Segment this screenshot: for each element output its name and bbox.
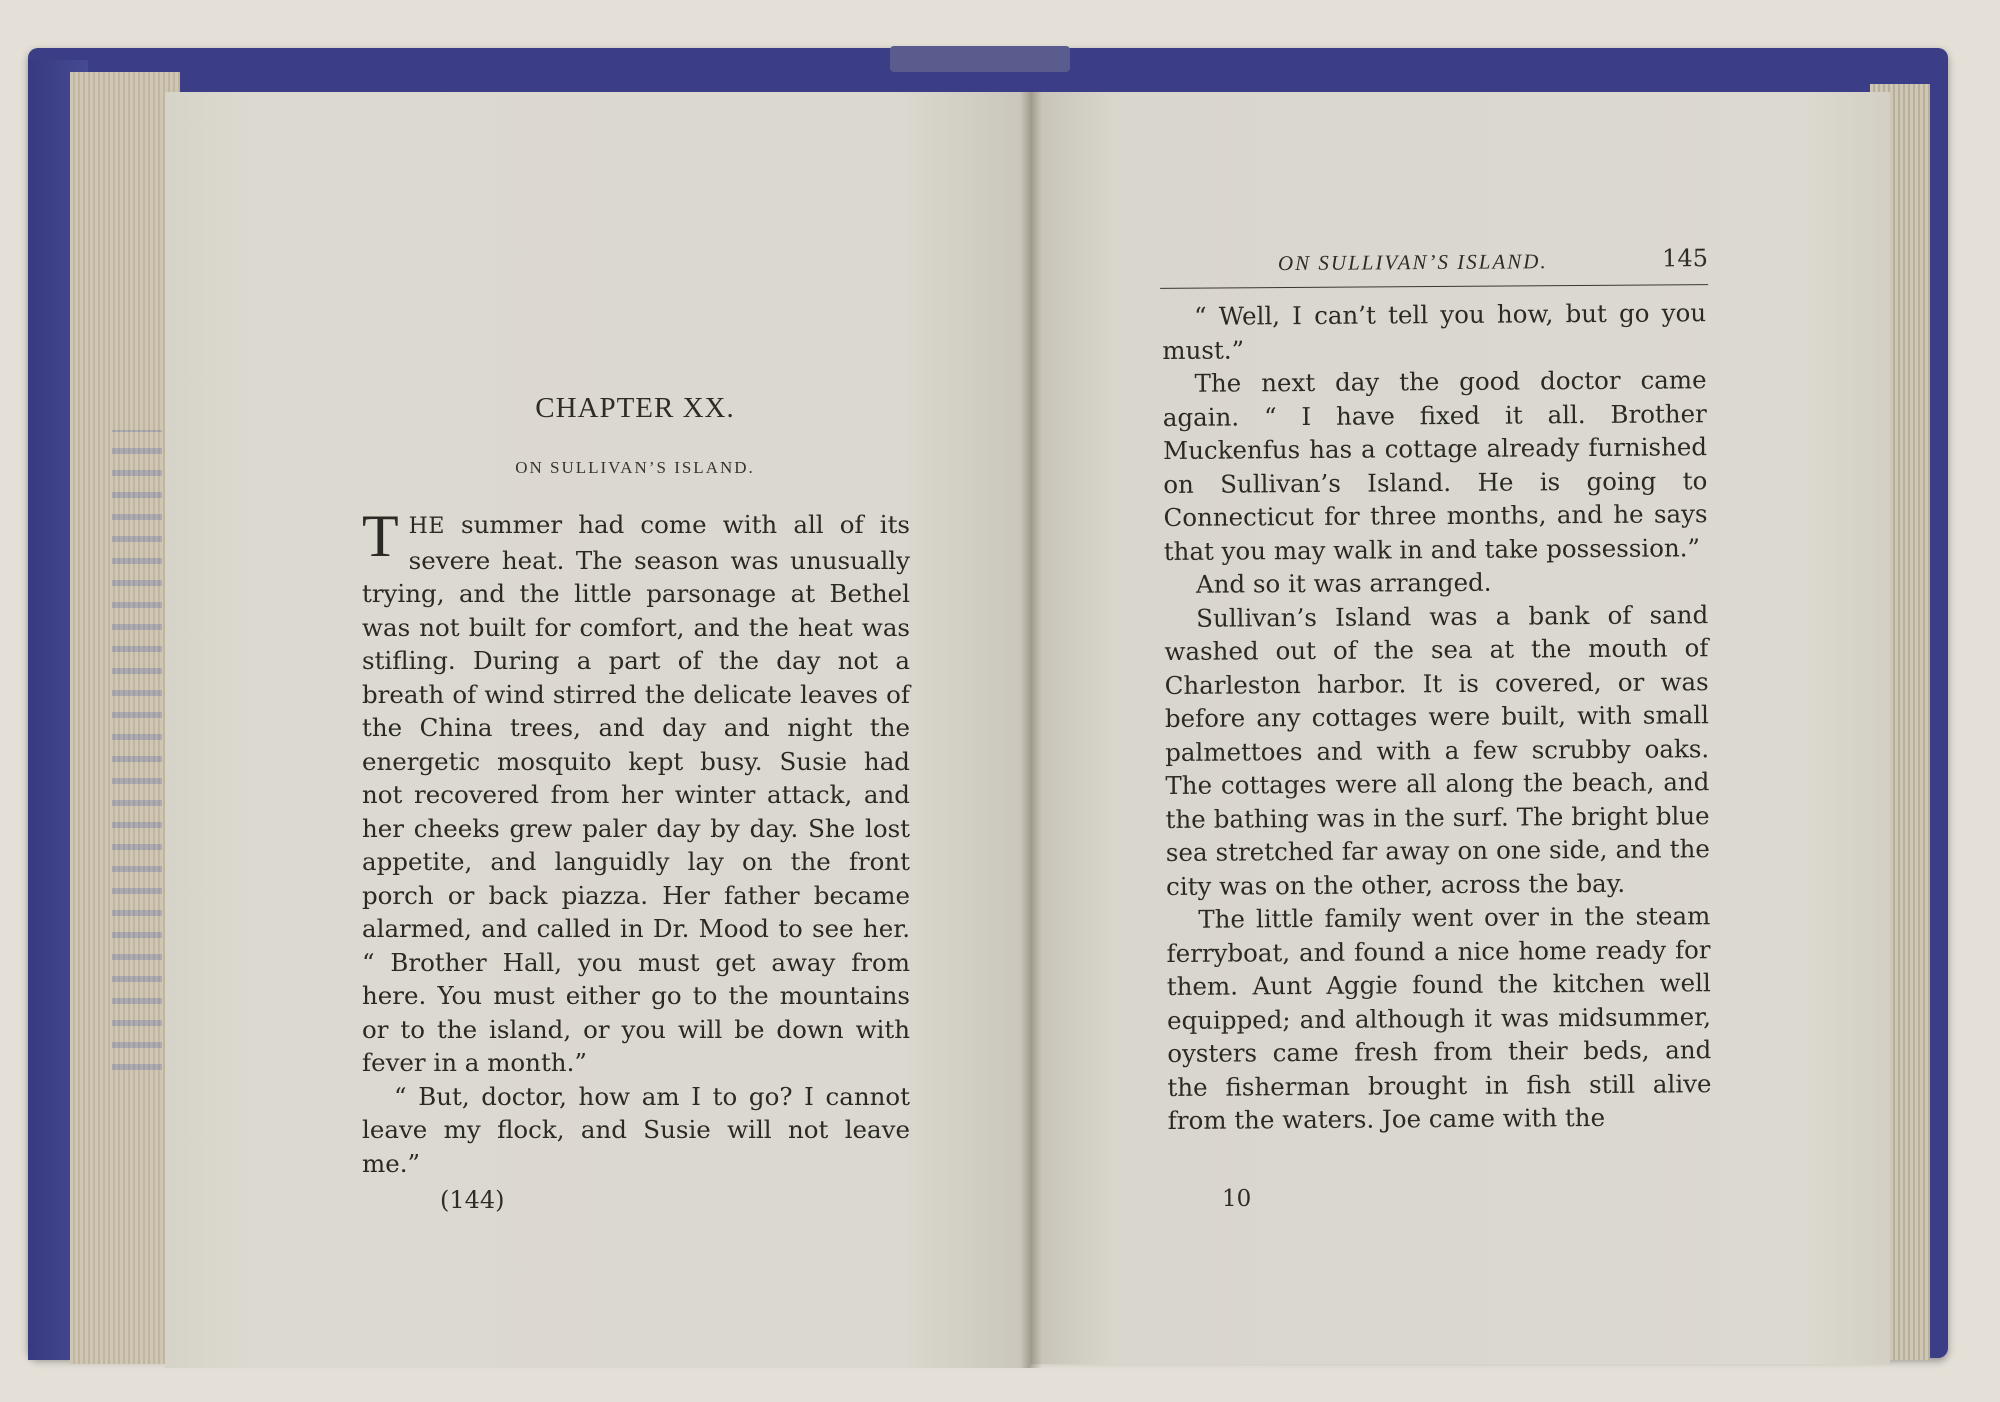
right-paragraph-5: The little family went over in the steam ferryboat, and found a nice home ready for them. Aunt Aggie found the kitchen well equipped; and although it was midsummer, oysters came fresh from their beds, and the fisherman brought in fish still alive from the waters. Joe came with the <box>1166 901 1712 1135</box>
running-head <box>1160 244 1709 289</box>
left-paragraph-1 <box>362 503 910 1080</box>
running-title: ON SULLIVAN’S ISLAND. <box>1277 249 1548 276</box>
book-spine-top <box>890 46 1070 72</box>
signature-mark: 10 <box>1222 1186 1252 1212</box>
right-paragraph-1: “ Well, I can’t tell you how, but go you must.” <box>1162 298 1707 365</box>
right-page-number: 145 <box>1662 244 1709 273</box>
chapter-subtitle: ON SULLIVAN’S ISLAND. <box>515 458 755 477</box>
chapter-title: CHAPTER XX. <box>535 392 735 424</box>
binding-stain <box>112 430 162 1070</box>
book-gutter <box>1020 92 1042 1368</box>
right-paragraph-2: The next day the good doctor came again. “ I have fixed it all. Brother Muckenfus has a cottage already furnished on Sullivan’s Island. He is going to Connecticut for three months, and he says that you may walk in and take possession.” <box>1162 365 1708 566</box>
right-paragraph-3: And so it was arranged. <box>1195 567 1492 599</box>
right-paragraph-4: Sullivan’s Island was a bank of sand washed out of the sea at the mouth of Charleston harbor. It is covered, or was before any cottages were built, with small palmettoes and with a few scrubby oaks. The cottages were all along the beach, and the bathing was in the surf. The bright blue sea stretched far away on one side, and the city was on the other, across the bay. <box>1164 599 1710 901</box>
left-page-text <box>362 503 910 1180</box>
left-paragraph-1-text: summer had come with all of its severe heat. The season was unusually trying, and the little parsonage at Bethel was not built for comfort, and the heat was stifling. During a part of the day not a breath of wind stirred the delicate leaves of the China trees, and day and night the energetic mosquito kept busy. Susie had not recovered from her winter attack, and her cheeks grew paler day by day. She lost appetite, and languidly lay on the front porch or back piazza. Her father became alarmed, and called in Dr. Mood to see her. “ Brother Hall, you must get away from here. You must either go to the mountains or to the island, or you will be down with fever in a month.” <box>362 510 910 1077</box>
right-page-text <box>1162 296 1712 1137</box>
left-page-number: (144) <box>440 1186 505 1214</box>
opening-small-caps: HE <box>408 514 445 539</box>
left-paragraph-2: “ But, doctor, how am I to go? I cannot leave my flock, and Susie will not leave me.” <box>362 1081 910 1178</box>
drop-cap: T <box>362 503 399 569</box>
